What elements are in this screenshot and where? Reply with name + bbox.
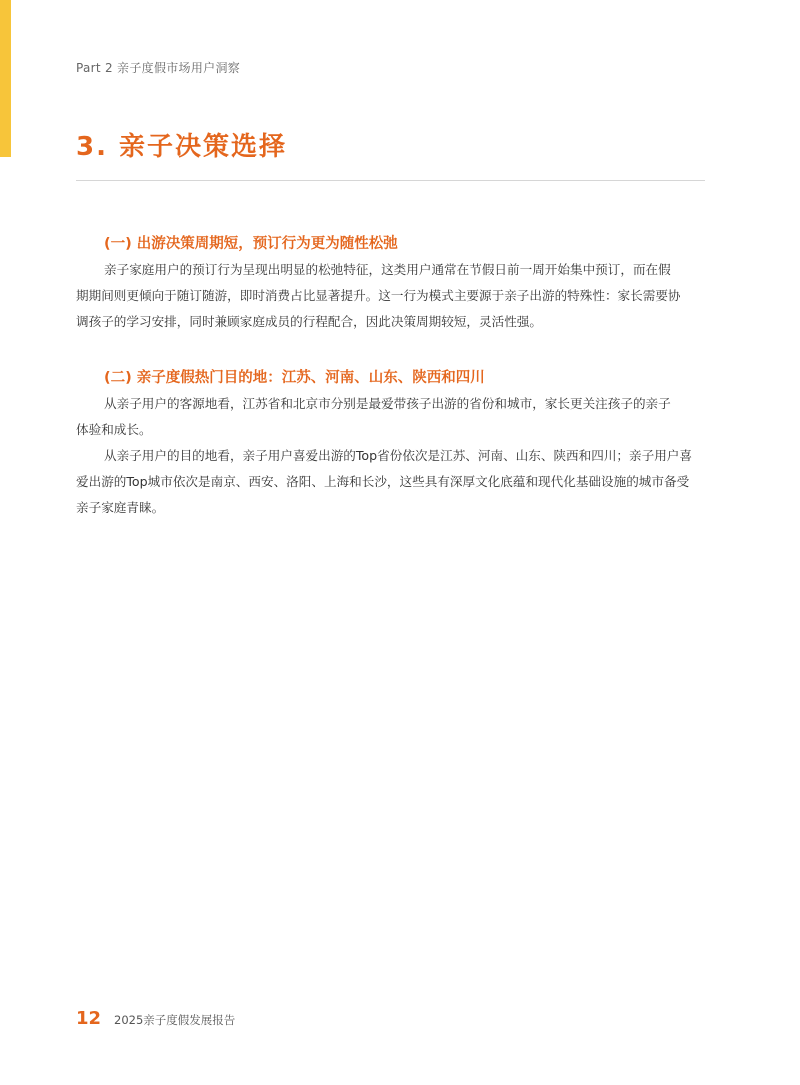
- subsection-2-paragraph-2: [76, 443, 709, 521]
- paragraph-line: 亲子家庭用户的预订行为呈现出明显的松弛特征，这类用户通常在节假日前一周开始集中预订，而在假: [104, 262, 671, 277]
- page-number: 12: [76, 1008, 102, 1029]
- section-title: 3. 亲子决策选择: [76, 132, 288, 162]
- paragraph-line: 亲子家庭青睐。: [76, 500, 165, 515]
- footer-report-title: 2025亲子度假发展报告: [114, 1013, 236, 1027]
- paragraph-line: 体验和成长。: [76, 422, 152, 437]
- paragraph-line: 从亲子用户的客源地看，江苏省和北京市分别是最爱带孩子出游的省份和城市，家长更关注孩子的亲子: [104, 396, 671, 411]
- paragraph-line: 调孩子的学习安排，同时兼顾家庭成员的行程配合，因此决策周期较短，灵活性强。: [76, 314, 542, 329]
- running-header: Part 2 亲子度假市场用户洞察: [76, 61, 241, 75]
- subsection-heading-1: (一) 出游决策周期短，预订行为更为随性松弛: [104, 236, 398, 252]
- title-divider: [76, 180, 705, 181]
- subsection-2-paragraph-1: [76, 391, 709, 443]
- paragraph-line: 从亲子用户的目的地看，亲子用户喜爱出游的Top省份依次是江苏、河南、山东、陕西和四川；亲子用户喜: [104, 448, 692, 463]
- paragraph-line: 爱出游的Top城市依次是南京、西安、洛阳、上海和长沙，这些具有深厚文化底蕴和现代化基础设施的城市备受: [76, 474, 690, 489]
- side-accent-bar: [0, 0, 11, 157]
- subsection-heading-2: (二) 亲子度假热门目的地：江苏、河南、山东、陕西和四川: [104, 370, 485, 386]
- paragraph-line: 期期间则更倾向于随订随游，即时消费占比显著提升。这一行为模式主要源于亲子出游的特殊性：家长需要协: [76, 288, 681, 303]
- subsection-1-paragraph-1: [76, 257, 709, 335]
